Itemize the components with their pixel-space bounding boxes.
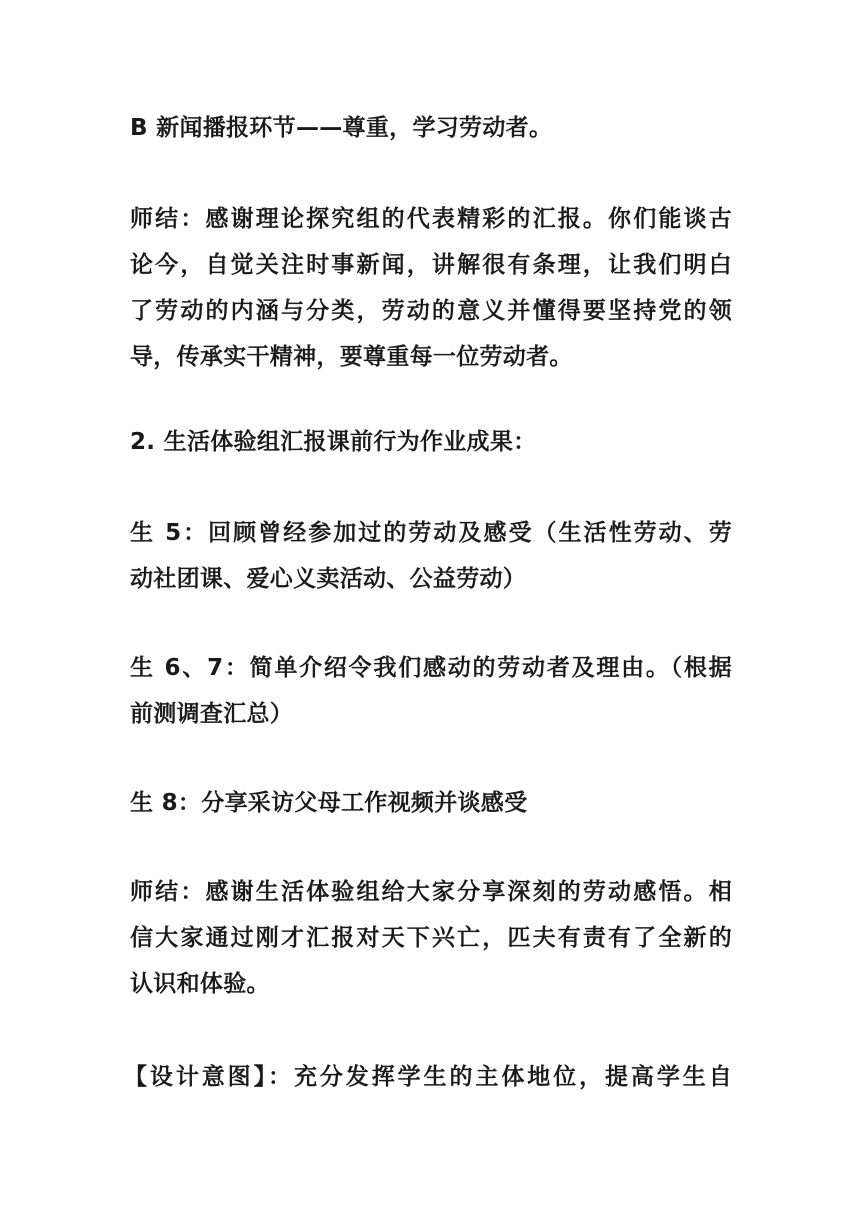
paragraph-news-broadcast [130,105,732,151]
paragraph-student-5 [130,510,732,602]
paragraph-student-8 [130,780,732,826]
paragraph-line: 【设计意图】：充分发挥学生的主体地位，提高学生自 [124,1064,732,1090]
paragraph-line: 师结：感谢生活体验组给大家分享深刻的劳动感悟。相 [130,879,732,905]
paragraph-student-6-7 [130,645,732,737]
paragraph-line: 动社团课、爱心义卖活动、公益劳动） [130,566,527,592]
paragraph-line: 导，传承实干精神，要尊重每一位劳动者。 [130,344,573,370]
paragraph-line: 信大家通过刚才汇报对天下兴亡，匹夫有责有了全新的 [130,925,732,951]
paragraph-line: 生 5：回顾曾经参加过的劳动及感受（生活性劳动、劳 [130,520,732,546]
paragraph-line: 师结：感谢理论探究组的代表精彩的汇报。你们能谈古 [130,206,732,232]
paragraph-line: 生 8：分享采访父母工作视频并谈感受 [130,790,528,816]
paragraph-line: 生 6、7：简单介绍令我们感动的劳动者及理由。（根据 [130,655,732,681]
paragraph-teacher-summary-1 [130,196,732,380]
paragraph-life-experience-report [130,419,732,465]
paragraph-line: B 新闻播报环节——尊重，学习劳动者。 [130,115,553,141]
paragraph-line: 认识和体验。 [130,971,270,997]
paragraph-line: 2. 生活体验组汇报课前行为作业成果： [130,429,537,455]
paragraph-line: 论今，自觉关注时事新闻，讲解很有条理，让我们明白 [130,252,732,278]
paragraph-line: 前测调查汇总） [130,701,294,727]
paragraph-design-intent [124,1054,732,1100]
paragraph-line: 了劳动的内涵与分类，劳动的意义并懂得要坚持党的领 [130,298,732,324]
paragraph-teacher-summary-2 [130,869,732,1007]
